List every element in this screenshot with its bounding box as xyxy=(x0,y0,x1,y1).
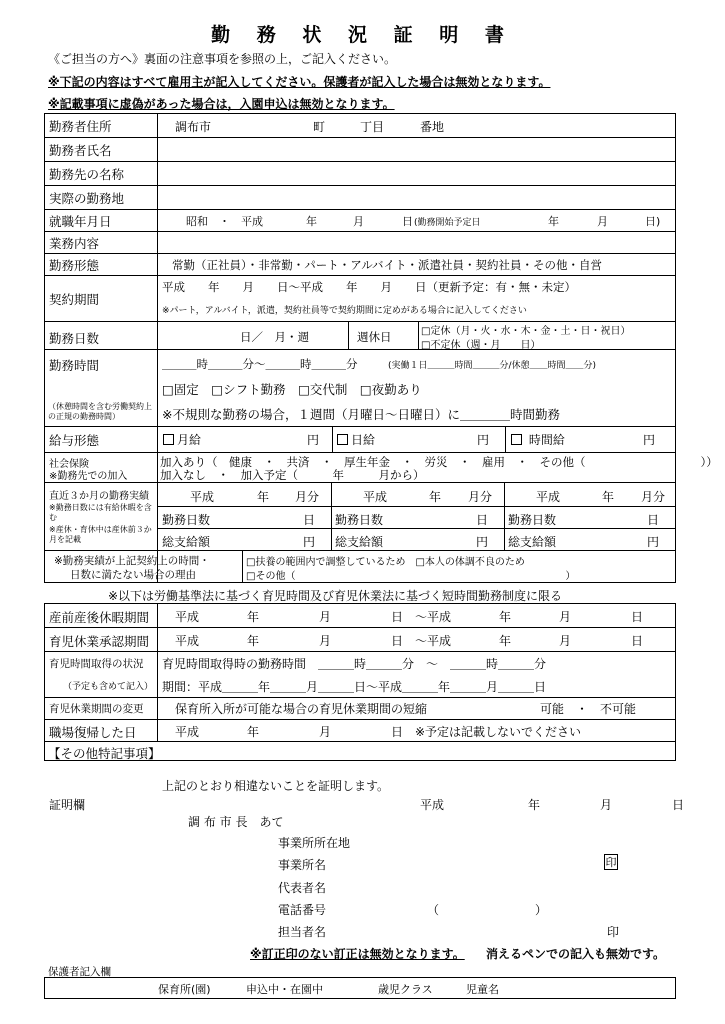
guardian-box xyxy=(44,977,676,999)
nurse-label: 育児時間取得の状況 xyxy=(49,658,144,670)
record-m3-year: 年 xyxy=(602,490,615,504)
change-options[interactable]: 可能 ・ 不可能 xyxy=(540,702,637,716)
insurance-sublabel: ※勤務先での加入 xyxy=(49,471,128,482)
insurance-not-enrolled[interactable]: 加入なし ・ 加入予定（ 年 月から） xyxy=(160,468,425,482)
workplace-input[interactable] xyxy=(160,188,670,208)
holiday-label: 週休日 xyxy=(357,330,392,344)
record-m3-era: 平成 xyxy=(536,490,561,504)
seal-box: 印 xyxy=(605,856,617,869)
record-note-paid: ※勤務日数には有給休暇を含む xyxy=(49,503,152,522)
record-label: 直近３か月の勤務実績 xyxy=(49,491,149,502)
address-banchi: 番地 xyxy=(420,120,445,134)
maternity-period[interactable]: 平成 年 月 日 ～平成 年 月 日 xyxy=(175,610,644,624)
hire-year-unit: 年 xyxy=(306,215,317,228)
record-m1-year: 年 xyxy=(257,490,270,504)
record-m2-days: 勤務日数 xyxy=(335,513,384,527)
document-title: 勤 務 状 況 証 明 書 xyxy=(211,24,514,46)
days-per-week[interactable]: 日／ 月・週 xyxy=(240,330,309,344)
pay-monthly-yen: 円 xyxy=(307,433,320,447)
other-label: 【その他特記事項】 xyxy=(48,746,161,761)
tel-input[interactable]: （ ） xyxy=(427,903,548,917)
maternity-label: 産前産後休暇期間 xyxy=(49,610,150,625)
note-instructions: 《ご担当の方へ》裏面の注意事項を参照の上，ご記入ください。 xyxy=(48,52,397,66)
office-name-label: 事業所名 xyxy=(278,858,327,872)
section2-note: ※以下は労働基準法に基づく育児時間及び育児休業法に基づく短時間勤務制度に限る xyxy=(108,589,563,603)
hours-sublabel: （休憩時間を含む労働契約上の正規の勤務時間） xyxy=(48,402,152,421)
workplace-label: 実際の勤務地 xyxy=(49,191,125,206)
shortfall-other[interactable]: □その他（ ） xyxy=(246,571,576,582)
address-machi: 町 xyxy=(313,120,326,134)
hire-plan-label: (勤務開始予定日 xyxy=(414,218,481,228)
record-m3-days: 勤務日数 xyxy=(508,513,557,527)
form-options[interactable]: 常勤（正社員）・非常勤・パート・アルバイト・派遣社員・契約社員・その他・自営 xyxy=(172,258,602,272)
hire-month-unit: 月 xyxy=(353,215,364,228)
record-m3-month: 月分 xyxy=(641,490,666,504)
pay-label: 給与形態 xyxy=(49,433,100,448)
person-label: 担当者名 xyxy=(278,925,327,939)
hire-plan-month: 月 xyxy=(597,215,608,228)
name-label: 勤務者氏名 xyxy=(49,143,112,158)
pay-hourly-yen: 円 xyxy=(643,433,656,447)
record-m3-pay: 総支給額 xyxy=(508,535,557,549)
pay-daily-yen: 円 xyxy=(477,433,490,447)
shortfall-options[interactable]: □扶養の範囲内で調整しているため □本人の体調不良のため xyxy=(246,557,525,568)
company-label: 勤務先の名称 xyxy=(49,167,125,182)
guardian-child[interactable]: 児童名 xyxy=(466,983,499,996)
guardian-class[interactable]: 歳児クラス xyxy=(378,983,433,996)
pay-monthly[interactable]: 月給 xyxy=(163,431,201,448)
record-m2-year: 年 xyxy=(429,490,442,504)
person-seal: 印 xyxy=(607,925,620,939)
hours-range[interactable]: ＿＿＿時＿＿＿分～＿＿＿時＿＿＿分 xyxy=(162,357,358,371)
record-m2-era: 平成 xyxy=(363,490,388,504)
pay-hourly[interactable]: 時間給 xyxy=(511,431,565,448)
shortfall-label-2: 日数に満たない場合の理由 xyxy=(70,569,196,581)
holiday-unfixed[interactable]: □不定休（週・月 日） xyxy=(421,340,541,351)
record-m1-era: 平成 xyxy=(190,490,215,504)
office-address-label: 事業所所在地 xyxy=(278,836,351,850)
company-input[interactable] xyxy=(160,164,670,184)
guardian-nursery[interactable]: 保育所(園) xyxy=(158,983,211,996)
childcare-period[interactable]: 平成 年 月 日 ～平成 年 月 日 xyxy=(175,634,644,648)
insurance-label: 社会保険 xyxy=(49,459,89,470)
hire-plan-day: 日) xyxy=(645,215,661,228)
change-text: 保育所入所が可能な場合の育児休業期間の短縮 xyxy=(175,702,428,716)
duty-label: 業務内容 xyxy=(49,236,100,251)
childcare-label: 育児休業承認期間 xyxy=(49,634,150,649)
insurance-enrolled[interactable]: 加入あり（ 健康 ・ 共済 ・ 厚生年金 ・ 労災 ・ 雇用 ・ その他（ ）） xyxy=(160,455,718,469)
guardian-heading: 保護者記入欄 xyxy=(48,966,111,978)
contract-label: 契約期間 xyxy=(49,292,100,307)
note-false-statement: ※記載事項に虚偽があった場合は，入園申込は無効となります。 xyxy=(48,97,395,111)
record-m2-pay: 総支給額 xyxy=(335,535,384,549)
record-m2-day-unit: 日 xyxy=(476,513,489,527)
hours-label: 勤務時間 xyxy=(49,358,100,373)
contract-note: ※パート，アルバイト，派遣，契約社員等で契約期間に定めがある場合に記入してください xyxy=(162,306,527,316)
record-m1-month: 月分 xyxy=(295,490,320,504)
nurse-hours[interactable]: 育児時間取得時の勤務時間 ＿＿＿時＿＿＿分 ～ ＿＿＿時＿＿＿分 xyxy=(162,657,547,671)
address-label: 勤務者住所 xyxy=(49,119,112,134)
hire-day-unit: 日 xyxy=(402,215,413,228)
record-m1-yen: 円 xyxy=(303,535,316,549)
days-label: 勤務日数 xyxy=(49,331,100,346)
hours-irregular[interactable]: ※不規則な勤務の場合，１週間（月曜日～日曜日）に＿＿＿＿時間勤務 xyxy=(162,407,560,422)
nurse-period[interactable]: 期間：平成＿＿＿年＿＿＿月＿＿＿日～平成＿＿＿年＿＿＿月＿＿＿日 xyxy=(162,680,547,694)
nurse-sublabel: （予定も含めて記入） xyxy=(63,682,154,692)
return-date[interactable]: 平成 年 月 日 ※予定は記載しないでください xyxy=(175,725,582,739)
certify-date[interactable]: 平成 年 月 日 xyxy=(420,798,685,812)
record-note-leave: ※産休・育休中は産休前３か月を記載 xyxy=(49,525,152,544)
warning-pen: 消えるペンでの記入も無効です。 xyxy=(486,947,666,961)
pay-daily[interactable]: 日給 xyxy=(337,431,375,448)
record-m2-month: 月分 xyxy=(468,490,493,504)
hire-plan-year: 年 xyxy=(548,215,559,228)
hire-era: 昭和 ・ 平成 xyxy=(186,215,263,228)
record-m3-day-unit: 日 xyxy=(647,513,660,527)
hire-label: 就職年月日 xyxy=(49,214,112,229)
certify-statement: 上記のとおり相違ないことを証明します。 xyxy=(162,779,390,793)
address-input[interactable] xyxy=(160,116,670,136)
form-label: 勤務形態 xyxy=(49,258,100,273)
note-employer: ※下記の内容はすべて雇用主が記入してください。保護者が記入した場合は無効となります。 xyxy=(48,75,551,89)
change-label: 育児休業期間の変更 xyxy=(49,703,144,715)
address-chome: 丁目 xyxy=(360,120,385,134)
holiday-fixed[interactable]: □定休（月・火・水・木・金・土・日・祝日） xyxy=(421,326,631,337)
record-m3-yen: 円 xyxy=(647,535,660,549)
record-m1-days: 勤務日数 xyxy=(162,513,211,527)
record-m1-day-unit: 日 xyxy=(303,513,316,527)
guardian-status[interactable]: 申込中・在園中 xyxy=(246,983,323,996)
address-city: 調布市 xyxy=(175,120,212,134)
certify-addressee: 調 布 市 長 あて xyxy=(188,815,284,829)
record-m1-pay: 総支給額 xyxy=(162,535,211,549)
certify-field-label: 証明欄 xyxy=(49,798,86,812)
record-m2-yen: 円 xyxy=(476,535,489,549)
hours-options[interactable]: □固定 □シフト勤務 □交代制 □夜勤あり xyxy=(162,382,422,397)
rep-label: 代表者名 xyxy=(278,881,327,895)
warning-correction: ※訂正印のない訂正は無効となります。 xyxy=(250,947,465,961)
return-label: 職場復帰した日 xyxy=(49,725,137,740)
shortfall-label: ※勤務実績が上記契約上の時間・ xyxy=(54,555,210,567)
name-input[interactable] xyxy=(160,140,670,160)
hours-actual[interactable]: (実働１日＿＿＿時間＿＿＿分/休憩＿＿時間＿＿分) xyxy=(388,361,597,371)
tel-label: 電話番号 xyxy=(278,903,327,917)
contract-period[interactable]: 平成 年 月 日～平成 年 月 日（更新予定：有・無・未定） xyxy=(162,280,576,294)
duty-input[interactable] xyxy=(160,233,670,252)
